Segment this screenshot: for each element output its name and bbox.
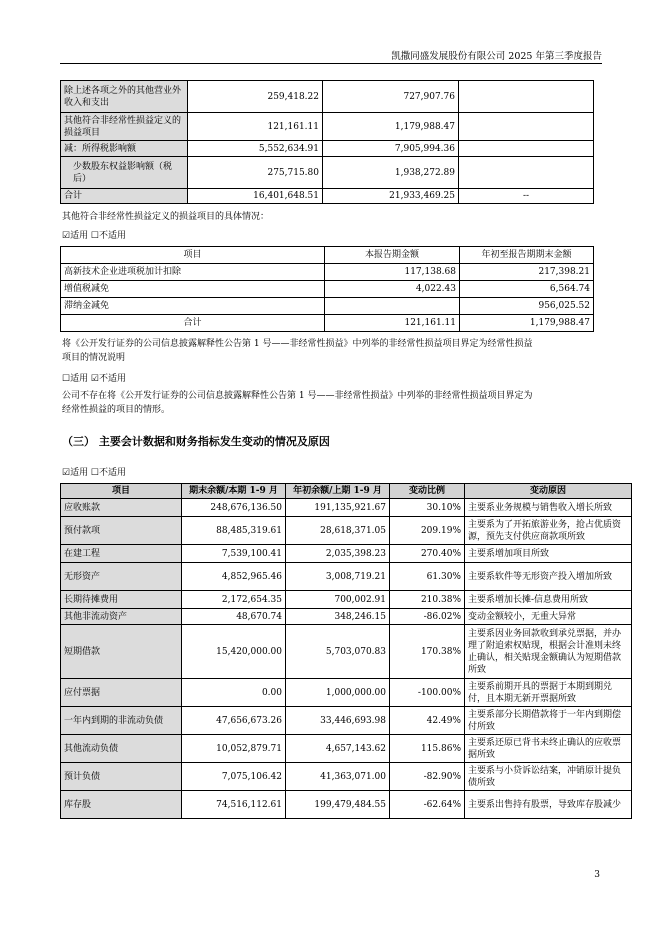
change-reason: 主要系与小贷诉讼结案，冲销原计提负债所致 bbox=[465, 763, 632, 791]
table-header-row bbox=[61, 484, 632, 499]
end-value: 10,052,879.71 bbox=[182, 735, 286, 763]
paragraph-line: 项目的情况说明 bbox=[62, 353, 126, 363]
change-ratio: -82.90% bbox=[390, 763, 465, 791]
header-current: 本报告期金额 bbox=[325, 247, 460, 264]
item-cell: 滞纳金减免 bbox=[61, 298, 325, 315]
table-row bbox=[61, 315, 594, 332]
end-value: 48,670.74 bbox=[182, 609, 286, 625]
begin-value: 3,008,719.21 bbox=[286, 563, 390, 591]
current-amount: 16,401,648.51 bbox=[188, 189, 323, 204]
paragraph-line: 将《公开发行证券的公司信息披露解释性公告第 1 号——非经常性损益》中列举的非经常性损益项目界定为经常性损益 bbox=[62, 339, 533, 349]
change-ratio: 210.38% bbox=[390, 591, 465, 609]
header-ratio: 变动比例 bbox=[390, 484, 465, 499]
begin-value: 2,035,398.23 bbox=[286, 545, 390, 563]
table-row bbox=[61, 563, 632, 591]
item-cell: 高新技术企业进项税加计扣除 bbox=[61, 264, 325, 281]
note-cell bbox=[459, 141, 594, 157]
begin-value: 199,479,484.55 bbox=[286, 791, 390, 819]
begin-value: 700,002.91 bbox=[286, 591, 390, 609]
change-reason: 变动金额较小，无重大异常 bbox=[465, 609, 632, 625]
recurring-definition-paragraph bbox=[62, 337, 592, 365]
item-cell: 在建工程 bbox=[61, 545, 182, 563]
change-ratio: 42.49% bbox=[390, 707, 465, 735]
change-reason: 主要系前期开具的票据于本期到期兑付，且本期无新开票据所致 bbox=[465, 679, 632, 707]
current-amount: 121,161.11 bbox=[325, 315, 460, 332]
table-row bbox=[61, 517, 632, 545]
change-reason: 主要系增加长摊-信息费用所致 bbox=[465, 591, 632, 609]
applicable-checkbox-3: ☑适用 ☐不适用 bbox=[62, 468, 126, 478]
table-row bbox=[61, 707, 632, 735]
page-number: 3 bbox=[594, 870, 600, 880]
note-cell bbox=[459, 157, 594, 189]
ytd-amount: 1,179,988.47 bbox=[460, 315, 594, 332]
table-row bbox=[61, 791, 632, 819]
change-ratio: 209.19% bbox=[390, 517, 465, 545]
row-label: 除上述各项之外的其他营业外收入和支出 bbox=[61, 81, 188, 113]
current-amount: 275,715.80 bbox=[188, 157, 323, 189]
end-value: 74,516,112.61 bbox=[182, 791, 286, 819]
header-reason: 变动原因 bbox=[465, 484, 632, 499]
current-amount: 121,161.11 bbox=[188, 113, 323, 141]
item-cell: 预付款项 bbox=[61, 517, 182, 545]
change-reason: 主要系还原已背书未终止确认的应收票据所致 bbox=[465, 735, 632, 763]
item-cell: 应付票据 bbox=[61, 679, 182, 707]
end-value: 15,420,000.00 bbox=[182, 625, 286, 679]
applicable-checkbox-1: ☑适用 ☐不适用 bbox=[62, 231, 126, 241]
item-cell: 无形资产 bbox=[61, 563, 182, 591]
begin-value: 33,446,693.98 bbox=[286, 707, 390, 735]
header-begin: 年初余额/上期 1-9 月 bbox=[286, 484, 390, 499]
begin-value: 5,703,070.83 bbox=[286, 625, 390, 679]
table-row bbox=[61, 157, 594, 189]
item-cell: 库存股 bbox=[61, 791, 182, 819]
no-recurring-statement bbox=[62, 389, 592, 417]
item-cell: 合计 bbox=[61, 315, 325, 332]
item-cell: 其他流动负债 bbox=[61, 735, 182, 763]
current-amount: 5,552,634.91 bbox=[188, 141, 323, 157]
change-reason: 主要系因业务回款收到承兑票据，并办理了附追索权贴现，根据会计准则未终止确认，相关贴现金额确认为短期借款所致 bbox=[465, 625, 632, 679]
change-ratio: -86.02% bbox=[390, 609, 465, 625]
begin-value: 348,246.15 bbox=[286, 609, 390, 625]
change-reason: 主要系软件等无形资产投入增加所致 bbox=[465, 563, 632, 591]
change-ratio: 170.38% bbox=[390, 625, 465, 679]
change-ratio: 30.10% bbox=[390, 499, 465, 517]
row-label: 少数股东权益影响额（税后） bbox=[61, 157, 188, 189]
ytd-amount: 1,938,272.89 bbox=[323, 157, 459, 189]
header-ytd: 年初至报告期期末金额 bbox=[460, 247, 594, 264]
ytd-amount: 6,564.74 bbox=[460, 281, 594, 298]
row-label: 其他符合非经常性损益定义的损益项目 bbox=[61, 113, 188, 141]
item-cell: 增值税减免 bbox=[61, 281, 325, 298]
paragraph-line: 经常性损益的项目的情形。 bbox=[62, 405, 171, 415]
table-row bbox=[61, 264, 594, 281]
header-end: 期末余额/本期 1-9 月 bbox=[182, 484, 286, 499]
table-row bbox=[61, 81, 594, 113]
table-row bbox=[61, 298, 594, 315]
table-row bbox=[61, 141, 594, 157]
note-cell bbox=[459, 113, 594, 141]
row-label: 减：所得税影响额 bbox=[61, 141, 188, 157]
change-ratio: -100.00% bbox=[390, 679, 465, 707]
current-amount: 259,418.22 bbox=[188, 81, 323, 113]
page-header-title: 凯撒同盛发展股份有限公司 2025 年第三季度报告 bbox=[391, 51, 602, 62]
section-title: （三） 主要会计数据和财务指标发生变动的情况及原因 bbox=[62, 435, 330, 448]
item-cell: 预计负债 bbox=[61, 763, 182, 791]
table-row bbox=[61, 499, 632, 517]
end-value: 88,485,319.61 bbox=[182, 517, 286, 545]
row-label: 合计 bbox=[61, 189, 188, 204]
change-ratio: 270.40% bbox=[390, 545, 465, 563]
change-reason: 主要系业务规模与销售收入增长所致 bbox=[465, 499, 632, 517]
begin-value: 1,000,000.00 bbox=[286, 679, 390, 707]
applicable-checkbox-2: ☐适用 ☑不适用 bbox=[62, 374, 126, 384]
current-amount: 117,138.68 bbox=[325, 264, 460, 281]
non-recurring-items-table bbox=[60, 80, 594, 204]
item-cell: 一年内到期的非流动负债 bbox=[61, 707, 182, 735]
table-row bbox=[61, 281, 594, 298]
end-value: 248,676,136.50 bbox=[182, 499, 286, 517]
note-cell bbox=[459, 81, 594, 113]
accounting-changes-table bbox=[60, 483, 632, 819]
begin-value: 28,618,371.05 bbox=[286, 517, 390, 545]
item-cell: 应收账款 bbox=[61, 499, 182, 517]
ytd-amount: 956,025.52 bbox=[460, 298, 594, 315]
table-row bbox=[61, 763, 632, 791]
table-row bbox=[61, 591, 632, 609]
item-cell: 短期借款 bbox=[61, 625, 182, 679]
table-row bbox=[61, 113, 594, 141]
table-row bbox=[61, 545, 632, 563]
change-reason: 主要系为了开拓旅游业务，抢占优质资源，预先支付供应商款项所致 bbox=[465, 517, 632, 545]
end-value: 0.00 bbox=[182, 679, 286, 707]
end-value: 7,075,106.42 bbox=[182, 763, 286, 791]
change-ratio: -62.64% bbox=[390, 791, 465, 819]
paragraph-line: 公司不存在将《公开发行证券的公司信息披露解释性公告第 1 号——非经常性损益》中列举的非经常性损益项目界定为 bbox=[62, 391, 533, 401]
item-cell: 其他非流动资产 bbox=[61, 609, 182, 625]
end-value: 2,172,654.35 bbox=[182, 591, 286, 609]
change-reason: 主要系部分长期借款将于一年内到期偿付所致 bbox=[465, 707, 632, 735]
change-ratio: 115.86% bbox=[390, 735, 465, 763]
ytd-amount: 7,905,994.36 bbox=[323, 141, 459, 157]
table-header-row bbox=[61, 247, 594, 264]
end-value: 7,539,100.41 bbox=[182, 545, 286, 563]
ytd-amount: 727,907.76 bbox=[323, 81, 459, 113]
ytd-amount: 1,179,988.47 bbox=[323, 113, 459, 141]
header-item: 项目 bbox=[61, 484, 182, 499]
table-row bbox=[61, 189, 594, 204]
table-row bbox=[61, 609, 632, 625]
current-amount bbox=[325, 298, 460, 315]
end-value: 47,656,673.26 bbox=[182, 707, 286, 735]
begin-value: 191,135,921.67 bbox=[286, 499, 390, 517]
header-item: 项目 bbox=[61, 247, 325, 264]
change-reason: 主要系增加项目所致 bbox=[465, 545, 632, 563]
ytd-amount: 21,933,469.25 bbox=[323, 189, 459, 204]
table-row bbox=[61, 735, 632, 763]
change-reason: 主要系出售持有股票，导致库存股减少 bbox=[465, 791, 632, 819]
current-amount: 4,022.43 bbox=[325, 281, 460, 298]
item-cell: 长期待摊费用 bbox=[61, 591, 182, 609]
table-row bbox=[61, 679, 632, 707]
other-items-description: 其他符合非经常性损益定义的损益项目的具体情况： bbox=[62, 212, 270, 222]
table-row bbox=[61, 625, 632, 679]
note-cell: -- bbox=[459, 189, 594, 204]
other-items-table bbox=[60, 246, 594, 332]
change-ratio: 61.30% bbox=[390, 563, 465, 591]
begin-value: 41,363,071.00 bbox=[286, 763, 390, 791]
header-divider bbox=[60, 63, 602, 64]
ytd-amount: 217,398.21 bbox=[460, 264, 594, 281]
end-value: 4,852,965.46 bbox=[182, 563, 286, 591]
begin-value: 4,657,143.62 bbox=[286, 735, 390, 763]
